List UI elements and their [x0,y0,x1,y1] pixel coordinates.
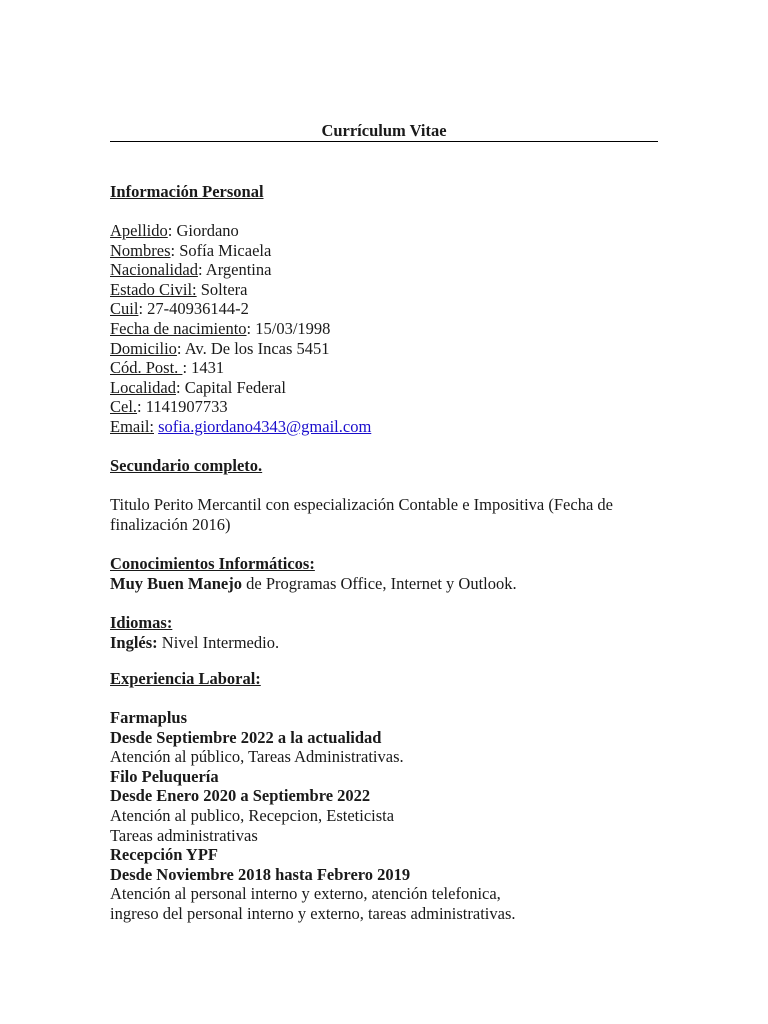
field-cuil: Cuil: 27-40936144-2 [110,299,249,319]
field-localidad: Localidad: Capital Federal [110,377,286,397]
field-fecha-nacimiento: Fecha de nacimiento: 15/03/1998 [110,318,331,338]
languages-heading: Idiomas: [110,613,173,632]
job-period: Desde Noviembre 2018 hasta Febrero 2019 [110,864,411,884]
personal-heading: Información Personal [110,182,264,201]
field-cel: Cel.: 1141907733 [110,397,228,417]
personal-section [110,182,658,202]
education-heading: Secundario completo. [110,456,263,475]
education-text: Titulo Perito Mercantil con especialización Contable e Impositiva (Fecha de finalización 2016) [110,495,613,534]
language-english: Inglés: Nivel Intermedio. [110,632,280,652]
cv-document [110,0,658,1024]
personal-fields [110,221,658,437]
education-section [110,456,658,476]
field-nombres: Nombres: Sofía Micaela [110,240,272,260]
email-link[interactable]: sofia.giordano4343@gmail.com [158,416,372,436]
job-description: ingreso del personal interno y externo, tareas administrativas. [110,903,516,923]
job-description: Tareas administrativas [110,825,258,845]
field-apellido: Apellido: Giordano [110,221,239,240]
experience-heading: Experiencia Laboral: [110,669,261,688]
title-divider [110,141,658,142]
job-period: Desde Septiembre 2022 a la actualidad [110,727,382,747]
job-period: Desde Enero 2020 a Septiembre 2022 [110,786,371,806]
job-company: Farmaplus [110,708,188,727]
job-description: Atención al publico, Recepcion, Esteticista [110,805,395,825]
computing-section [110,554,658,593]
experience-list [110,708,658,924]
computing-heading: Conocimientos Informáticos: [110,554,315,573]
field-email [110,417,658,437]
field-estado-civil: Estado Civil: Soltera [110,279,248,299]
job-company: Recepción YPF [110,845,218,865]
email-label: Email: [110,416,154,436]
field-cod-post: Cód. Post. : 1431 [110,358,225,378]
computing-skill: Muy Buen Manejo de Programas Office, Internet y Outlook. [110,573,517,593]
experience-section [110,669,658,689]
page-title: Currículum Vitae [321,121,447,140]
job-description: Atención al personal interno y externo, atención telefonica, [110,884,501,904]
languages-section [110,613,658,652]
field-nacionalidad: Nacionalidad: Argentina [110,260,272,280]
job-company: Filo Peluquería [110,766,219,786]
field-domicilio: Domicilio: Av. De los Incas 5451 [110,338,330,358]
job-description: Atención al público, Tareas Administrativas. [110,747,404,767]
